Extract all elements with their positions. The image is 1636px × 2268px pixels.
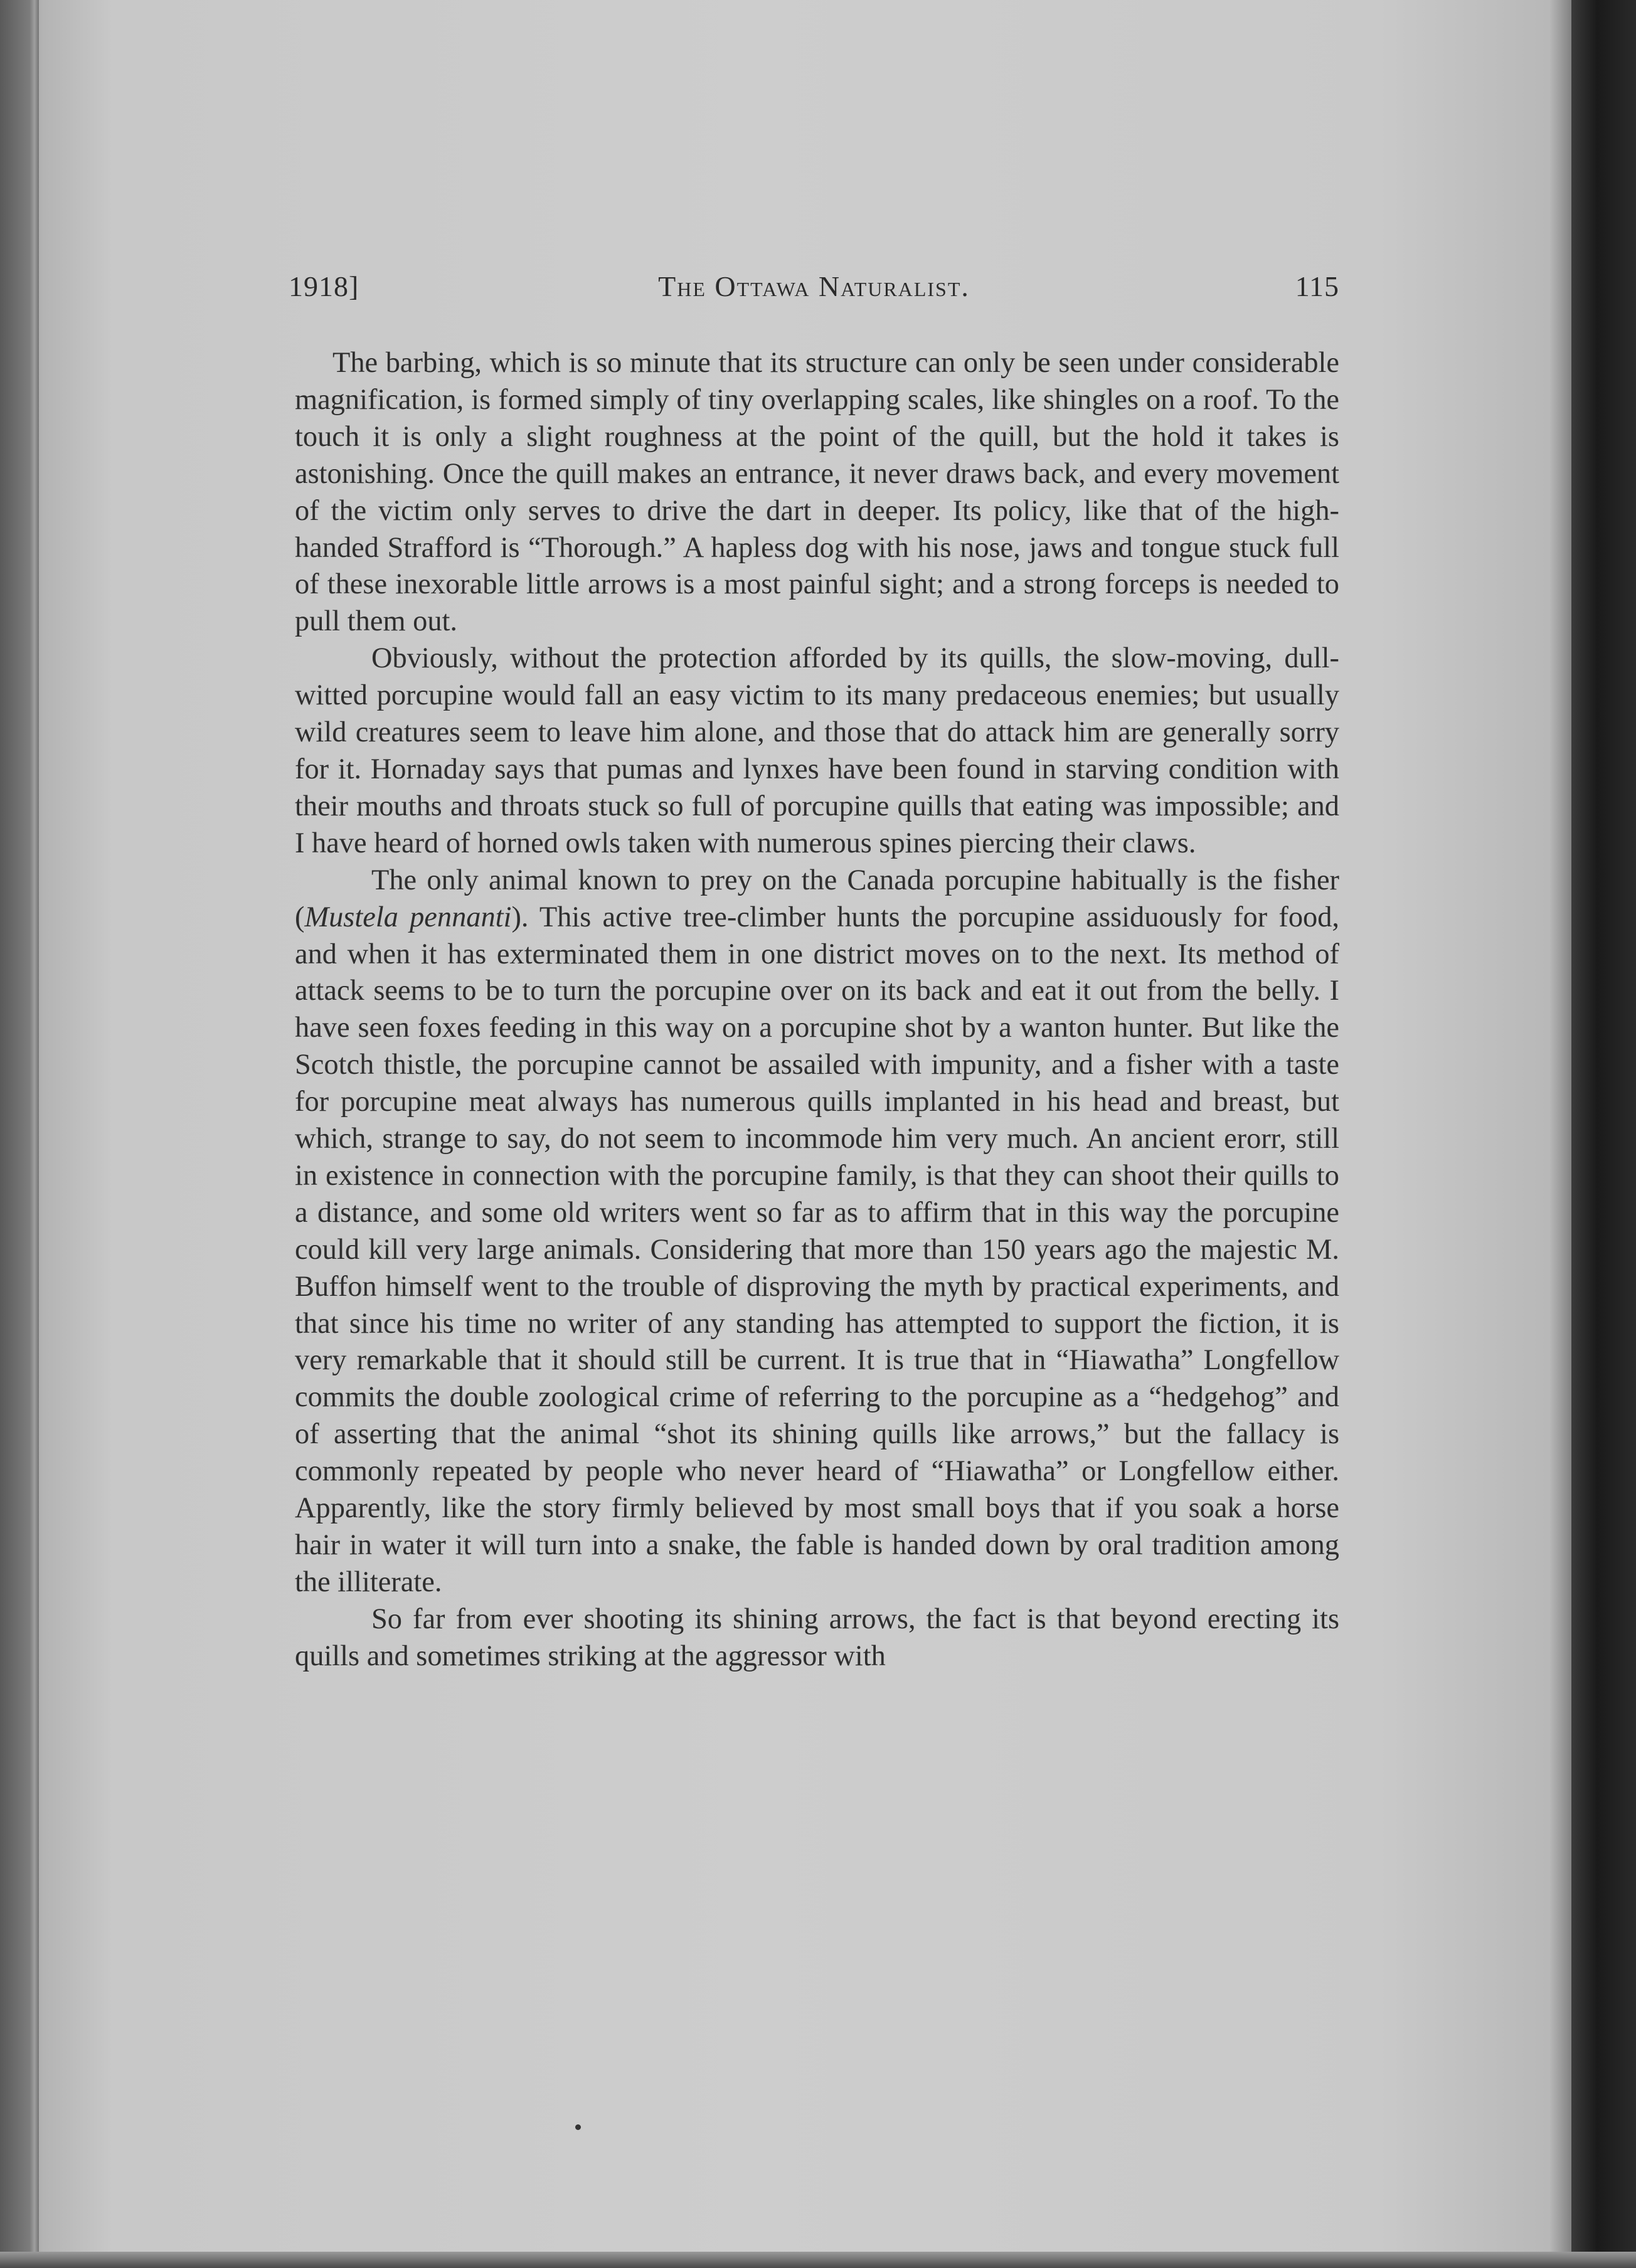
header-year: 1918] — [289, 270, 359, 302]
binding-shadow — [0, 0, 30, 2268]
scanner-edge-strip — [1571, 0, 1636, 2268]
scan-speck — [575, 2124, 581, 2130]
article-body — [295, 345, 1339, 1675]
species-name: Mustela pennanti — [304, 901, 512, 933]
paragraph-4: So far from ever shooting its shining arrows, the fact is that beyond erecting its quills and sometimes striking at the aggressor with — [295, 1603, 1339, 1672]
paragraph-2: Obviously, without the protection afforded by its quills, the slow-moving, dull-witted porcupine would fall an easy victim to its many predaceous enemies; but usually wild creatures seem to leave him alone, and those that do attack him are generally sorry for it. Hornaday says that pumas and lynxes have been found in starving condition with their mouths and throats stuck so full of porcupine quills that eating was impossible; and I have heard of horned owls taken with numerous spines piercing their claws. — [295, 642, 1339, 859]
paragraph-3 — [295, 862, 1339, 1601]
paragraph-3-text-start: The only animal known to prey on the Canada porcupine habitually is the fisher ( — [295, 864, 1339, 933]
bottom-page-edge — [0, 2252, 1636, 2268]
paragraph-1: The barbing, which is so minute that its structure can only be seen under considerable magnification, is formed simply of tiny overlapping scales, like shingles on a roof. To the touch it is only a slight roughness at the point of the quill, but the hold it takes is astonishing. Once the quill makes an entrance, it never draws back, and every movement of the victim only serves to drive the dart in deeper. Its policy, like that of the high-handed Strafford is “Thorough.” A hapless dog with his nose, jaws and tongue stuck full of these inexorable little arrows is a most painful sight; and a strong forceps is needed to pull them out. — [295, 347, 1339, 638]
running-header — [289, 270, 1339, 314]
binding-edge — [30, 0, 39, 2268]
paragraph-3-text-rest: ). This active tree-climber hunts the porcupine assiduously for food, and when it has exterminated them in one district moves on to the next. Its method of attack seems to be to turn the porcupine over on its back and eat it out from the belly. I have seen foxes feeding in this way on a porcupine shot by a wanton hunter. But like the Scotch thistle, the porcupine cannot be assailed with impunity, and a fisher with a taste for porcupine meat always has numerous quills implanted in his head and breast, but which, strange to say, do not seem to incommode him very much. An ancient erorr, still in existence in connection with the porcupine family, is that they can shoot their quills to a distance, and some old writers went so far as to affirm that in this way the porcupine could kill very large animals. Considering that more than 150 years ago the majestic M. Buffon himself went to the trouble of disproving the myth by practical experiments, and that since his time no writer of any standing has attempted to support the fiction, it is very remarkable that it should still be current. It is true that in “Hiawatha” Longfellow commits the double zoological crime of referring to the porcupine as a “hedgehog” and of asserting that the animal “shot its shining quills like arrows,” but the fallacy is commonly repeated by people who never heard of “Hiawatha” or Longfellow either. Apparently, like the story firmly believed by most small boys that if you soak a horse hair in water it will turn into a snake, the fable is handed down by oral tradition among the illiterate. — [295, 901, 1339, 1598]
header-journal-title: The Ottawa Naturalist. — [658, 270, 970, 302]
page-number: 115 — [1295, 270, 1339, 302]
